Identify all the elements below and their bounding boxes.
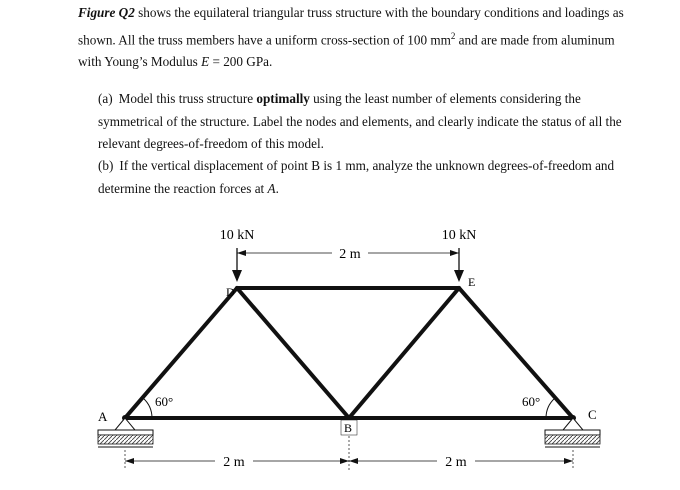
part-a-label: (a) [98, 91, 113, 106]
intro-text-2: and are made from aluminum with Young’s Modulus [78, 31, 615, 70]
node-c-label: C [588, 407, 597, 422]
part-b-text-2: . [275, 180, 279, 196]
truss-members [125, 288, 573, 418]
top-dim-arrow-right [450, 250, 459, 256]
node-a-label: A [98, 409, 108, 424]
load-left-label: 10 kN [219, 228, 255, 243]
bottom-dim-right-arrow-b [564, 458, 573, 464]
part-a-bold: optimally [256, 91, 310, 106]
part-b-text-1: If the vertical displacement of point B is 1 mm, analyze the unknown degrees-of-freedom and determine the reaction forces at [98, 158, 615, 196]
top-dim-arrow-left [237, 250, 246, 256]
modulus-value: = 200 GPa. [209, 54, 273, 70]
part-a-text-1: Model this truss structure [118, 91, 257, 106]
figure-label: Figure Q2 [78, 5, 135, 20]
member-db [237, 288, 349, 418]
angle-left-arc [143, 398, 152, 418]
member-ad [125, 288, 237, 418]
bottom-dim-left-arrow-b [340, 458, 349, 464]
load-right-arrowhead [454, 270, 464, 282]
load-left-arrowhead [232, 270, 242, 282]
angle-right-arc [546, 398, 555, 418]
bottom-dim-left-label: 2 m [223, 455, 245, 470]
part-a-text-2: using the least number of elements considering the symmetrical of the structure. Label the nodes and elements, and clearly indicate the status of all the relevant degrees-of-freedom of this model. [98, 91, 622, 151]
area-unit-exponent: 2 [450, 30, 456, 41]
top-dim-label: 2 m [339, 247, 361, 262]
bottom-dim-right-label: 2 m [445, 455, 467, 470]
load-right-label: 10 kN [441, 228, 477, 243]
member-be [349, 288, 459, 418]
node-b-label: B [344, 421, 353, 435]
node-e-label: E [468, 275, 476, 289]
bottom-dim-left-arrow-a [125, 458, 134, 464]
modulus-symbol: E [201, 54, 210, 70]
intro-text-1: shows the equilateral triangular truss structure with the boundary conditions and loadings as shown. All the truss members have a uniform cross-section of 100 mm [78, 5, 624, 47]
member-ec [459, 288, 573, 418]
part-b-label: (b) [98, 158, 114, 173]
angle-right-label: 60° [522, 394, 541, 409]
part-b-italic: A [267, 180, 276, 196]
angle-left-label: 60° [155, 394, 174, 409]
bottom-dim-right-arrow-a [349, 458, 358, 464]
node-d-label: D [226, 285, 235, 299]
